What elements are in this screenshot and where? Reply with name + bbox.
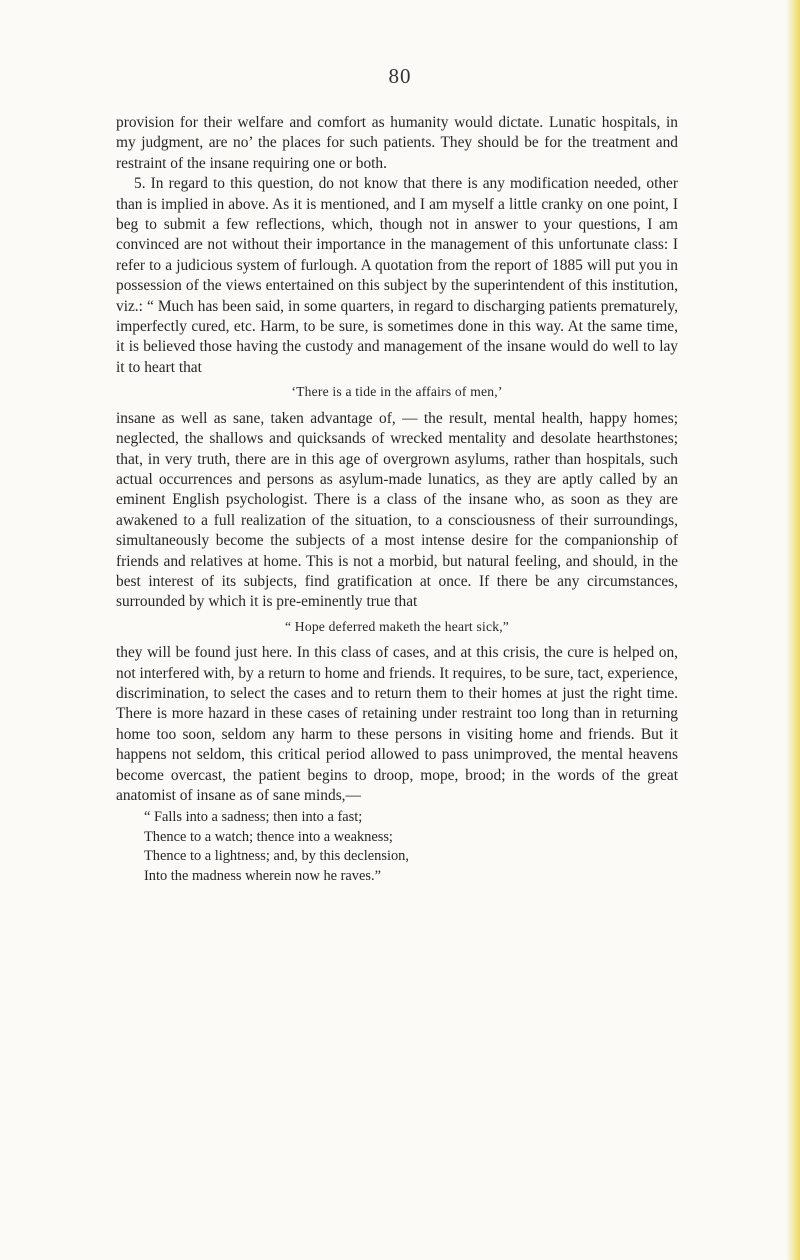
quotation-hope: “ Hope deferred maketh the heart sick,” — [284, 618, 510, 634]
page-number: 80 — [388, 64, 412, 88]
quotation-tide: ‘There is a tide in the affairs of men,’ — [291, 384, 503, 400]
verse-line: Thence to a watch; thence into a weakness; — [144, 828, 393, 845]
paragraph-3: insane as well as sane, taken advantage of, — the result, mental health, happy homes; neglected, the shallows and quicksands of wrecked mentality and desolate hearthstones; that, in very truth, there are in this age of overgrown asylums, rather than hospitals, such actual occurrences and persons as asylum-made lunatics, as they are aptly called by an eminent English psychologist. There is a class of the insane who, as soon as they are awakened to a full realization of the situation, to a consciousness of their surroundings, simultaneously become the subjects of a most intense desire for the companionship of friends and relatives at home. This is not a morbid, but natural feeling, and should, in the best interest of its subjects, find gratification at once. If there be any circumstances, surrounded by which it is pre-eminently true that — [116, 409, 678, 611]
verse-line: “ Falls into a sadness; then into a fast; — [144, 809, 363, 826]
paragraph-4: they will be found just here. In this class of cases, and at this crisis, the cure is helped on, not interfered with, by a return to home and friends. It requires, to be sure, tact, experience, discrimination, to select the cases and to return them to their homes at just the right time. There is more hazard in these cases of retaining under restraint too long than in returning home too soon, seldom any harm to these persons in visiting home and friends. But it happens not seldom, this critical period allowed to pass unimproved, the mental heavens become overcast, the patient begins to droop, mope, brood; in the words of the great anatomist of insane as of sane minds,— — [116, 644, 678, 804]
paragraph-2: 5. In regard to this question, do not know that there is any modification needed, other than is implied in above. As it is mentioned, and I am myself a little cranky on one point, I beg to submit a few reflections, which, though not in answer to your questions, I am convinced are not without their importance in the management of this unfortunate class: I refer to a judicious system of furlough. A quotation from the report of 1885 will put you in possession of the views entertained on this subject by the superintendent of this institution, viz.: “ Much has been said, in some quarters, in regard to discharging patients prematurely, imperfectly cured, etc. Harm, to be sure, is sometimes done in this way. At the same time, it is believed those having the custody and management of the insane would do well to lay it to heart that — [116, 175, 678, 376]
verse-line: Thence to a lightness; and, by this declension, — [144, 848, 409, 865]
page-edge — [786, 0, 800, 1260]
verse-block — [116, 808, 678, 886]
verse-line: Into the madness wherein now he raves.” — [144, 867, 381, 884]
body-text — [116, 113, 678, 886]
paragraph-1: provision for their welfare and comfort as humanity would dictate. Lunatic hospitals, in my judgment, are no’ the places for such patients. They should be for the treatment and restraint of the insane requiring one or both. — [116, 114, 678, 172]
